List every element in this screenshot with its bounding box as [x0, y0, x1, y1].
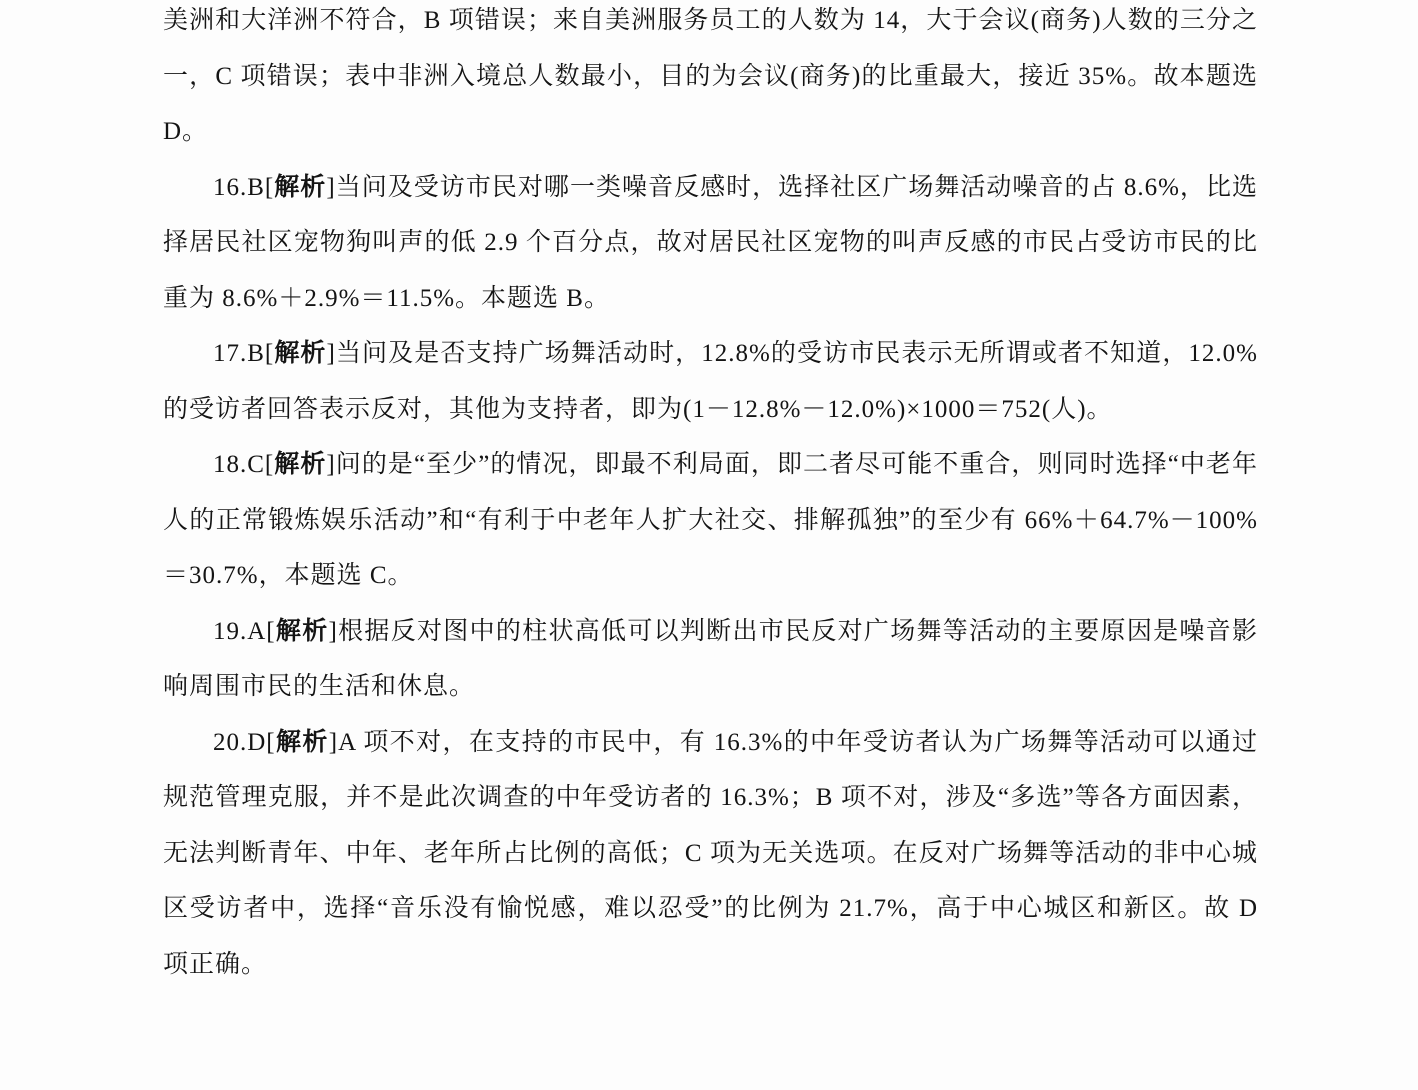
answer-body-text: ]问的是“至少”的情况，即最不利局面，即二者尽可能不重合，则同时选择“中老年人的正常锻炼娱乐活动”和“有利于中老年人扩大社交、排解孤独”的至少有 66%＋64.7%－100%＝30.7%，本题选 C。: [163, 451, 1258, 589]
question-number-prefix: 16.B[: [213, 173, 275, 201]
answer-body-text: ]A 项不对，在支持的市民中，有 16.3%的中年受访者认为广场舞等活动可以通过规范管理克服，并不是此次调查的中年受访者的 16.3%；B 项不对，涉及“多选”等各方面因素，无法判断青年、中年、老年所占比例的高低；C 项为无关选项。在反对广场舞等活动的非中心城区受访者中，选择“音乐没有愉悦感，难以忍受”的比例为 21.7%，高于中心城区和新区。故 D 项正确。: [163, 728, 1258, 978]
question-number-prefix: 19.A[: [213, 617, 276, 645]
answer-paragraph-16: [163, 160, 1258, 327]
answer-paragraph-19: [163, 604, 1258, 715]
answer-body-text: 美洲和大洋洲不符合，B 项错误；来自美洲服务员工的人数为 14，大于会议(商务)人数的三分之一，C 项错误；表中非洲入境总人数最小，目的为会议(商务)的比重最大，接近 35%。故本题选 D。: [163, 7, 1258, 145]
analysis-label: 解析: [274, 339, 327, 367]
answer-body-text: ]当问及是否支持广场舞活动时，12.8%的受访市民表示无所谓或者不知道，12.0%的受访者回答表示反对，其他为支持者，即为(1－12.8%－12.0%)×1000＝752(人)。: [163, 340, 1258, 423]
answer-body-text: ]根据反对图中的柱状高低可以判断出市民反对广场舞等活动的主要原因是噪音影响周围市民的生活和休息。: [163, 617, 1258, 700]
question-number-prefix: 17.B[: [213, 340, 275, 367]
analysis-label: 解析: [275, 616, 329, 645]
question-number-prefix: 18.C[: [213, 451, 275, 478]
question-number-prefix: 20.D[: [213, 728, 276, 756]
answer-explanations-body: [163, 0, 1258, 992]
answer-body-text: ]当问及受访市民对哪一类噪音反感时，选择社区广场舞活动噪音的占 8.6%，比选择居民社区宠物狗叫声的低 2.9 个百分点，故对居民社区宠物的叫声反感的市民占受访市民的比重为 8.6%＋2.9%＝11.5%。本题选 B。: [163, 173, 1258, 312]
answer-paragraph-17: [163, 326, 1258, 437]
answer-paragraph-18: [163, 437, 1258, 604]
answer-paragraph-15-tail: [163, 0, 1258, 160]
analysis-label: 解析: [274, 450, 327, 478]
analysis-label: 解析: [275, 727, 329, 756]
analysis-label: 解析: [274, 172, 327, 201]
answer-paragraph-20: [163, 715, 1258, 993]
